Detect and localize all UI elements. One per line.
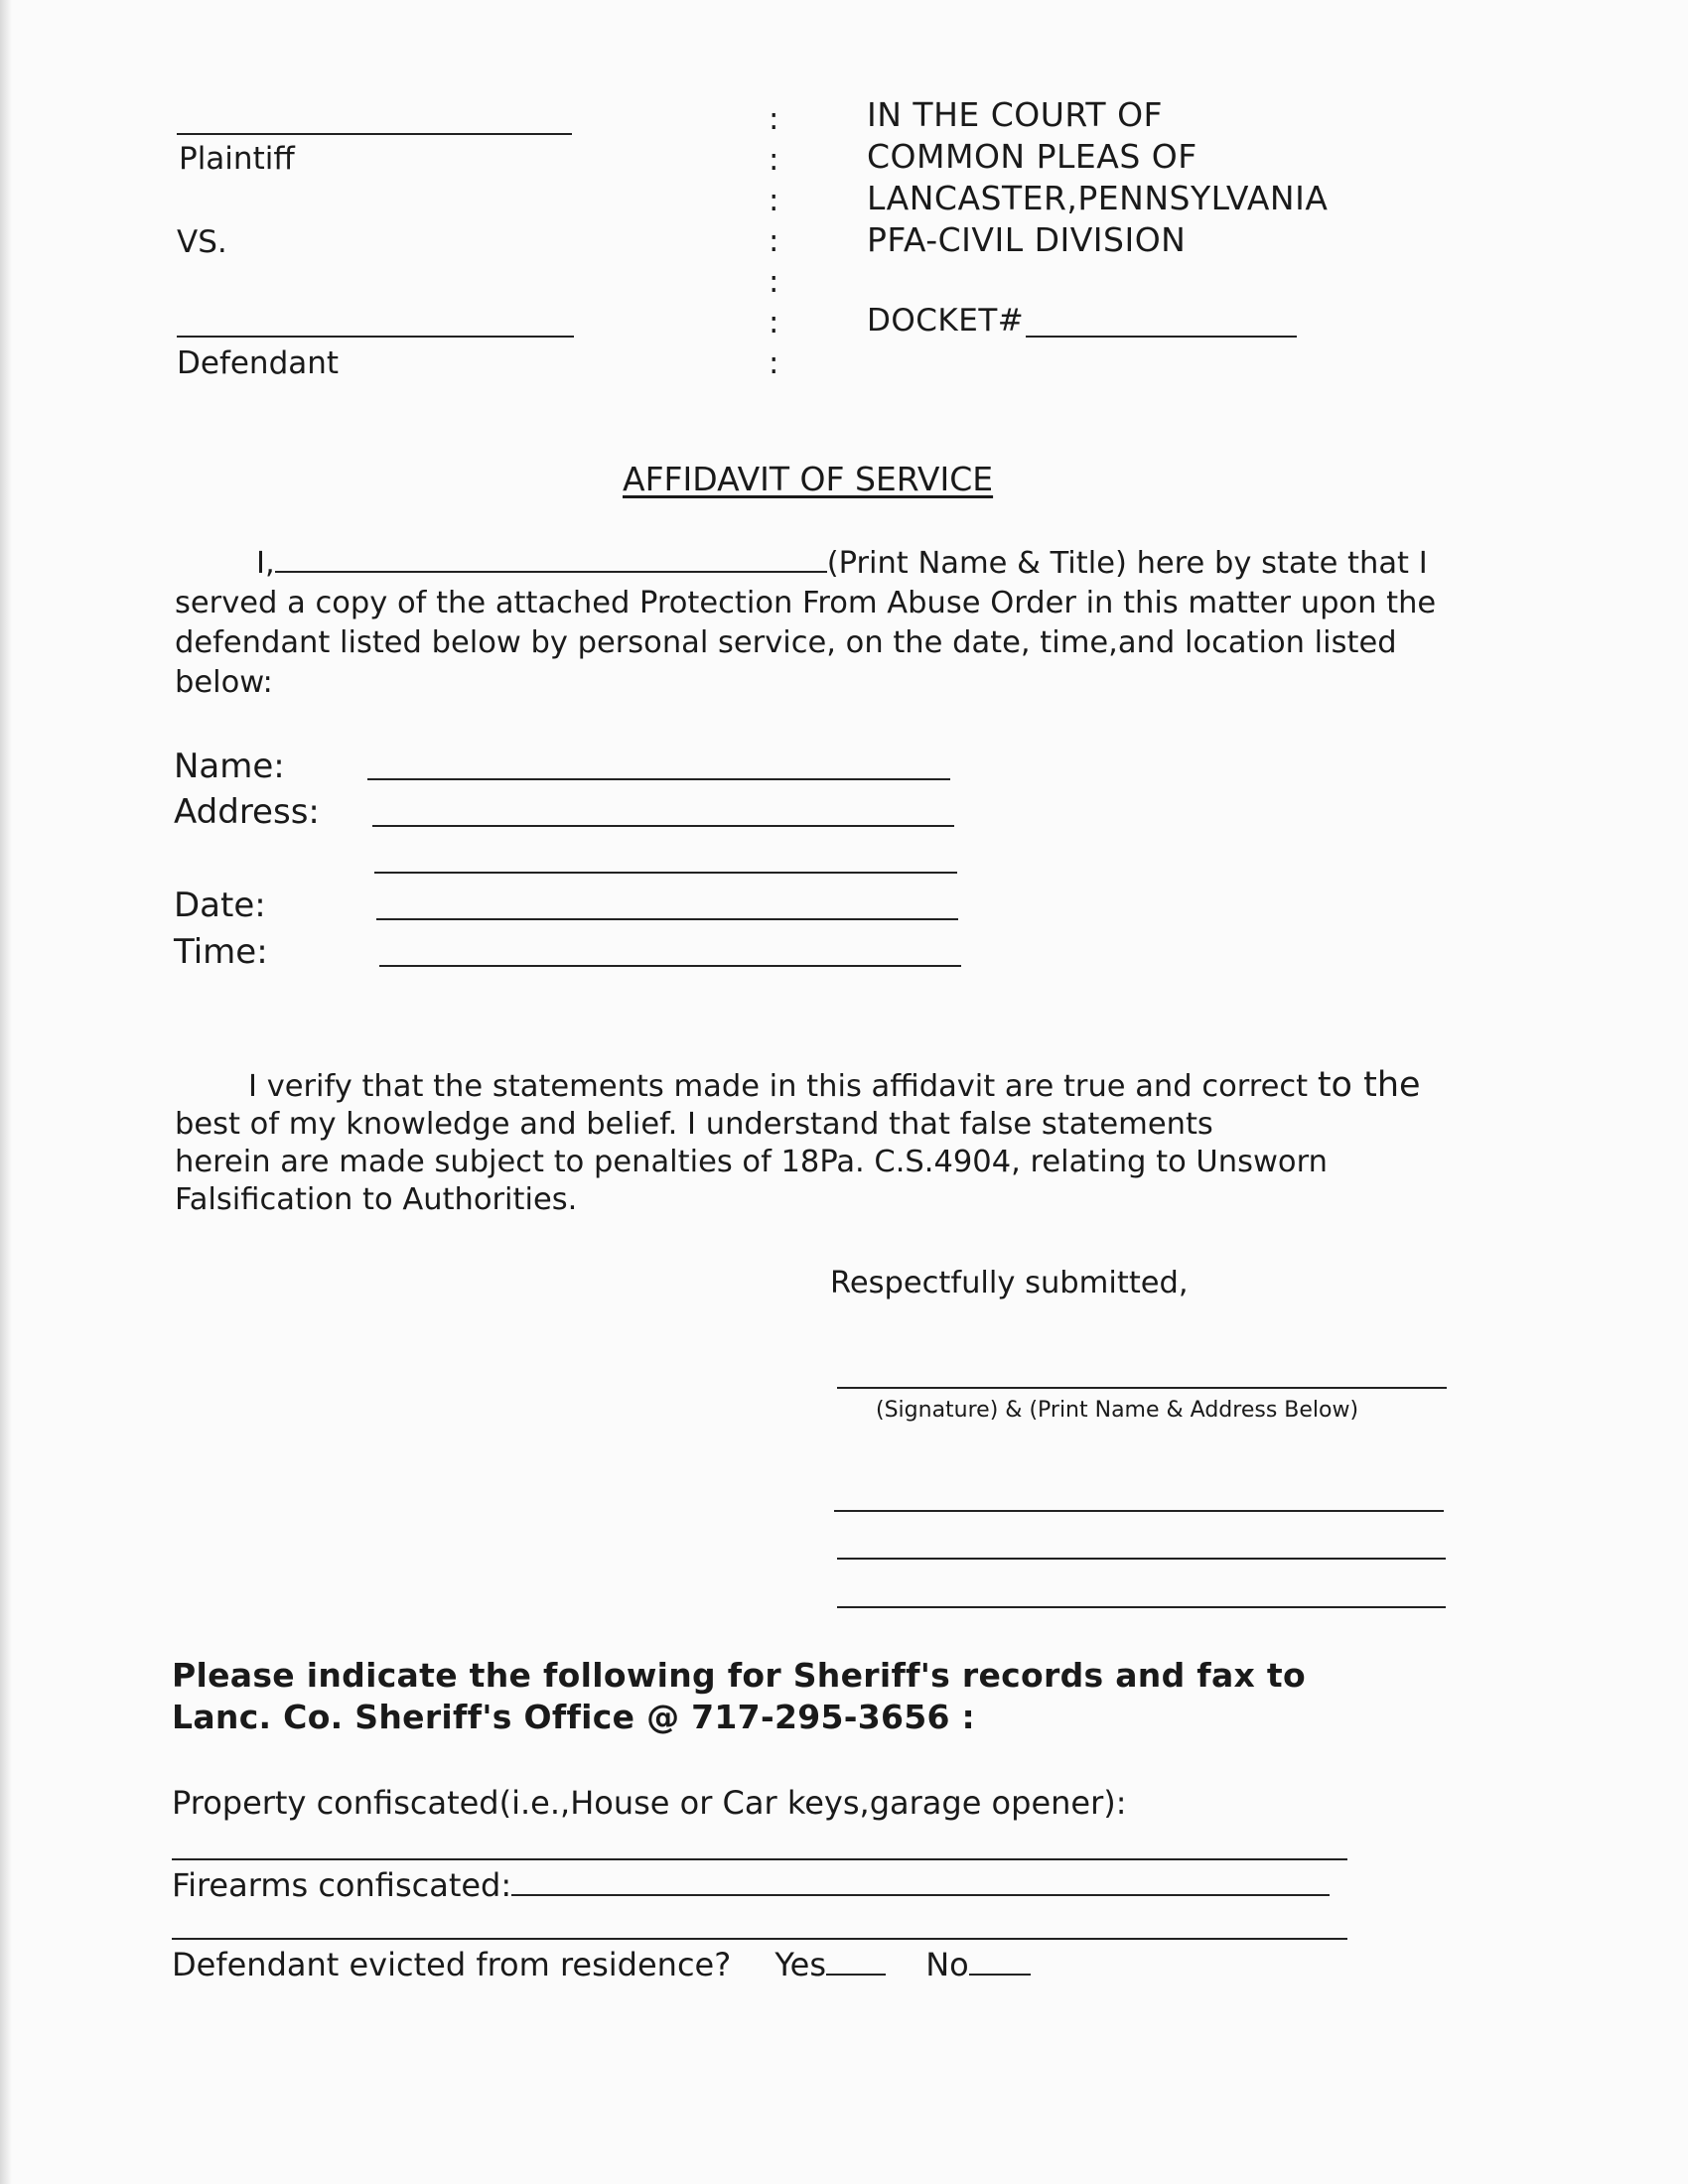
court-line-3: LANCASTER,PENNSYLVANIA [867, 179, 1329, 217]
plaintiff-label: Plaintiff [179, 141, 295, 177]
verification-line4: Falsification to Authorities. [175, 1182, 578, 1217]
evicted-row [172, 1946, 1031, 1983]
server-name-line[interactable] [275, 571, 827, 573]
caption-colon: : [769, 223, 779, 259]
statement-line4: below: [175, 665, 273, 700]
verification-statement [175, 1066, 1466, 1219]
caption-colon: : [769, 101, 779, 137]
evicted-label: Defendant evicted from residence? [172, 1946, 732, 1983]
verification-line2: best of my knowledge and belief. I understand that false statements [175, 1107, 1213, 1142]
sheriff-heading-line2: Lanc. Co. Sheriff's Office @ 717-295-3656 : [172, 1698, 976, 1736]
address-field-1[interactable] [372, 825, 954, 827]
time-label: Time: [174, 932, 268, 972]
sheriff-heading-line1: Please indicate the following for Sheriff's records and fax to [172, 1656, 1306, 1695]
yes-field[interactable] [826, 1974, 886, 1976]
property-field[interactable] [172, 1858, 1347, 1860]
defendant-line[interactable] [177, 336, 574, 338]
caption-colon: : [769, 264, 779, 300]
service-statement [175, 544, 1466, 703]
docket-line[interactable] [1026, 336, 1297, 338]
no-field[interactable] [969, 1974, 1031, 1976]
scan-edge-shadow [0, 0, 12, 2184]
statement-line1: (Print Name & Title) here by state that I [826, 546, 1428, 581]
statement-line2: served a copy of the attached Protection From Abuse Order in this matter upon the [175, 586, 1437, 620]
firearms-row [172, 1866, 1330, 1904]
date-label: Date: [174, 886, 266, 925]
caption-colon: : [769, 142, 779, 178]
firearms-label: Firearms confiscated: [172, 1866, 512, 1904]
signature-caption: (Signature) & (Print Name & Address Below) [876, 1398, 1359, 1423]
court-line-1: IN THE COURT OF [867, 95, 1164, 134]
verification-line1: I verify that the statements made in this affidavit are true and correct [248, 1069, 1309, 1104]
verification-line3: herein are made subject to penalties of 18Pa. C.S.4904, relating to Unsworn [175, 1145, 1328, 1179]
court-line-4: PFA-CIVIL DIVISION [867, 220, 1187, 259]
address-line-2[interactable] [837, 1558, 1446, 1560]
closing: Respectfully submitted, [830, 1266, 1189, 1300]
name-label: Name: [174, 747, 285, 786]
page-title: AFFIDAVIT OF SERVICE [623, 460, 994, 498]
caption-colon: : [769, 305, 779, 341]
extra-line[interactable] [172, 1938, 1347, 1940]
yes-label: Yes [774, 1946, 827, 1983]
statement-line3: defendant listed below by personal service, on the date, time,and location listed [175, 625, 1397, 660]
signature-line[interactable] [837, 1387, 1447, 1389]
property-label: Property confiscated(i.e.,House or Car keys,garage opener): [172, 1784, 1127, 1822]
court-line-2: COMMON PLEAS OF [867, 137, 1197, 176]
plaintiff-line[interactable] [177, 133, 572, 135]
verification-line1-tail: to the [1317, 1065, 1421, 1105]
defendant-label: Defendant [177, 345, 340, 381]
caption-colon: : [769, 183, 779, 218]
name-field[interactable] [367, 778, 950, 780]
address-line-1[interactable] [834, 1510, 1444, 1512]
docket-label: DOCKET# [867, 303, 1025, 339]
vs-label: VS. [177, 224, 227, 260]
address-line-3[interactable] [837, 1606, 1446, 1608]
time-field[interactable] [379, 965, 961, 967]
firearms-field[interactable] [511, 1894, 1330, 1896]
statement-prefix: I, [256, 546, 275, 581]
caption-colon: : [769, 345, 779, 381]
address-field-2[interactable] [374, 872, 957, 874]
address-label: Address: [174, 792, 320, 832]
no-label: No [925, 1946, 969, 1983]
date-field[interactable] [376, 918, 958, 920]
